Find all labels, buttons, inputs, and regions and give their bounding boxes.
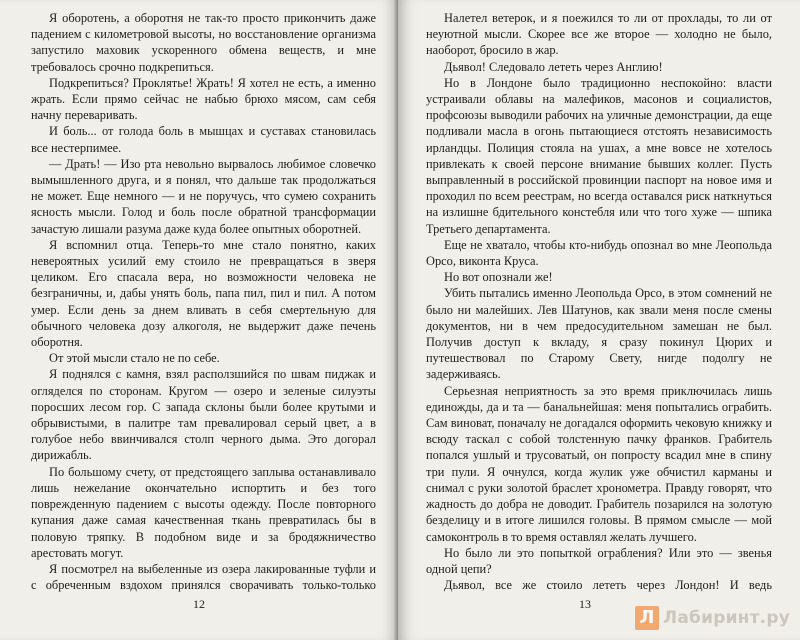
paragraph: Дьявол, все же стоило лететь через Лондон! И ведь: [444, 578, 772, 592]
page-number-right: 13: [579, 597, 591, 611]
right-page: [398, 0, 800, 640]
watermark: [635, 606, 790, 630]
paragraph: — Драть! — Изо рта невольно вырвалось любимое словечко вымышленного друга, и я понял, что дальше так продолжаться не может. Еще немного — и не поручусь, что сумею сохранить ясность мысли. Голод и боль после обратной трансформации зачастую лишали разума даже куда более опытных оборотней.: [31, 156, 376, 236]
left-page: [0, 0, 398, 640]
paragraph: И боль... от голода боль в мышцах и суставах становилась все нестерпимее.: [31, 124, 376, 155]
paragraph: Налетел ветерок, и я поежился то ли от прохлады, то ли от неуютной мысли. Скорее все же второе — холодно не было, наоборот, бросило в жар.: [426, 11, 772, 58]
right-page-text: [426, 10, 772, 592]
paragraph: Еще не хватало, чтобы кто-нибудь опознал во мне Леопольда Орсо, виконта Круса.: [426, 237, 772, 269]
page-number-left: 12: [193, 597, 205, 611]
paragraph: Я поднялся с камня, взял расползшийся по швам пиджак и огляделся по сторонам. Кругом — озеро и зеленые силуэты поросших лесом гор. С запада склоны были более крутыми и обрывистыми, в палитре там превалировал серый цвет, а в голубое небо ввинчивался столп черного дыма. Это догорал дирижабль.: [31, 367, 376, 463]
paragraph: От этой мысли стало не по себе.: [49, 351, 220, 366]
paragraph: Серьезная неприятность за это время приключилась лишь единожды, да и та — банальнейшая: меня попытались ограбить. Сам виноват, поначалу не догадался оформить чековую книжку и всюду таскал с собой толстенную пачку франков. Грабитель попался ушлый и трусоватый, он попросту всадил мне в спину три пули. Я очнулся, когда жулик уже обчистил карманы и снимал с руки золотой браслет хронометра. Правду говорят, что жадность до добра не доводит. Грабитель позарился на золотую безделицу и в итоге лишился головы. В прямом смысле — мой самоконтроль в то время оставлял желать лучшего.: [426, 383, 772, 544]
watermark-logo-icon: Л: [635, 606, 659, 630]
paragraph: Я оборотень, а оборотня не так-то просто прикончить даже падением с километровой высоты, но восстановление организма запустило маховик ускоренного обмена веществ, и мне требовалось срочно подкрепиться.: [31, 11, 376, 74]
paragraph: Я посмотрел на выбеленные из озера лакированные туфли и с обреченным вздохом принялся сворачивать только-только: [31, 561, 376, 592]
left-page-text: [31, 10, 376, 592]
paragraph: Убить пытались именно Леопольда Орсо, в этом сомнений не было ни малейших. Лев Шатунов, как звали меня после смены документов, ни в чем предосудительном замешан не был. Получив доступ к вкладу, я сразу покинул Цюрих и путешествовал по Старому Свету, нигде подолгу не задерживаясь.: [426, 286, 772, 382]
paragraph: Но было ли это попыткой ограбления? Или это — звенья одной цепи?: [426, 545, 772, 576]
paragraph: Я вспомнил отца. Теперь-то мне стало понятно, каких невероятных усилий ему стоило не превращаться в зверя целиком. Его спасала вера, но возможности человека не безграничны, и, дабы унять боль, папа пил, пил и пил. А потом умер. Если день за днем вливать в себя смертельную для обычного человека дозу алкоголя, не выдержит даже печень оборотня.: [31, 237, 376, 350]
paragraph: Но вот опознали же!: [444, 270, 553, 285]
paragraph: Подкрепиться? Проклятье! Жрать! Я хотел не есть, а именно жрать. Если прямо сейчас не набью брюхо мясом, сам себя начну переваривать.: [31, 75, 376, 123]
paragraph: Но в Лондоне было традиционно неспокойно: власти устраивали облавы на малефиков, масонов и социалистов, профсоюзы выводили рабочих на уличные демонстрации, да еще подливали масла в огонь пытающиеся отстоять независимость ирландцы. Полиция стояла на ушах, а мне вовсе не хотелось привлекать к своей персоне внимание бывших коллег. Пусть выправленный в российской провинции паспорт на новое имя и проходил по всем реестрам, но всегда оставался риск наткнуться на излишне бдительного констебля или что того хуже — шпика Третьего департамента.: [426, 75, 772, 236]
paragraph: Дьявол! Следовало лететь через Англию!: [444, 59, 663, 74]
paragraph: По большому счету, от предстоящего заплыва останавливало лишь нежелание окончательно испортить и без того поврежденную падением с высоты одежду. После повторного купания даже самая качественная ткань превратилась бы в половую тряпку. В подобном виде и за бродяжничество арестовать могут.: [31, 464, 376, 560]
watermark-text: Лабиринт.ру: [663, 608, 790, 628]
